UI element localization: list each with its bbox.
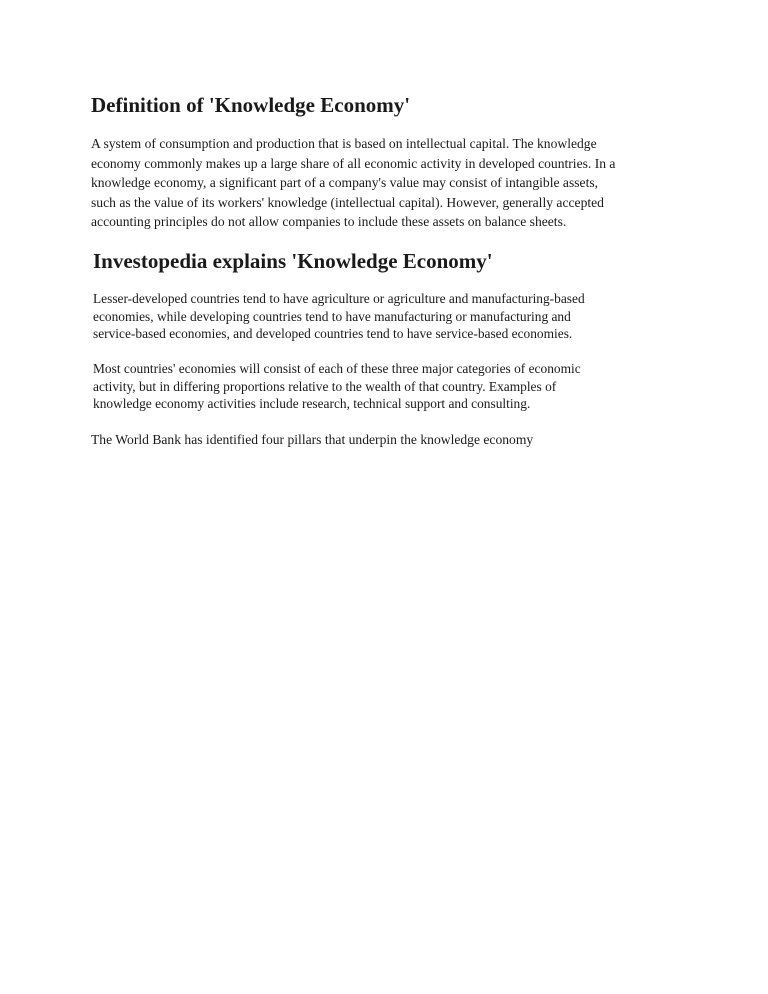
explanation-line: Most countries' economies will consist of each of these three major categories of economic: [93, 361, 581, 376]
explanation-line: service-based economies, and developed countries tend to have service-based economies.: [93, 326, 573, 342]
explanation-line: economies, while developing countries tend to have manufacturing or manufacturing and: [93, 308, 571, 324]
definition-heading: Definition of 'Knowledge Economy': [91, 93, 411, 117]
definition-line: knowledge economy, a significant part of a company's value may consist of intangible assets,: [91, 175, 599, 191]
definition-line: accounting principles do not allow companies to include these assets on balance sheets.: [91, 214, 567, 230]
closing-paragraph: The World Bank has identified four pillars that underpin the knowledge economy: [91, 432, 534, 447]
definition-line: such as the value of its workers' knowledge (intellectual capital). However, generally accepted: [91, 194, 604, 210]
explanation-line: activity, but in differing proportions relative to the wealth of that country. Examples of: [93, 378, 557, 394]
explanation-line: Lesser-developed countries tend to have agriculture or agriculture and manufacturing-based: [93, 291, 585, 306]
explanation-paragraph-2: [93, 360, 693, 413]
explanation-heading: Investopedia explains 'Knowledge Economy': [93, 249, 493, 273]
definition-line: economy commonly makes up a large share of all economic activity in developed countries. In a: [91, 155, 616, 171]
definition-line: A system of consumption and production that is based on intellectual capital. The knowledge: [91, 136, 597, 151]
definition-paragraph: [91, 134, 691, 232]
explanation-paragraph-1: [93, 290, 693, 343]
explanation-line: knowledge economy activities include research, technical support and consulting.: [93, 396, 531, 412]
